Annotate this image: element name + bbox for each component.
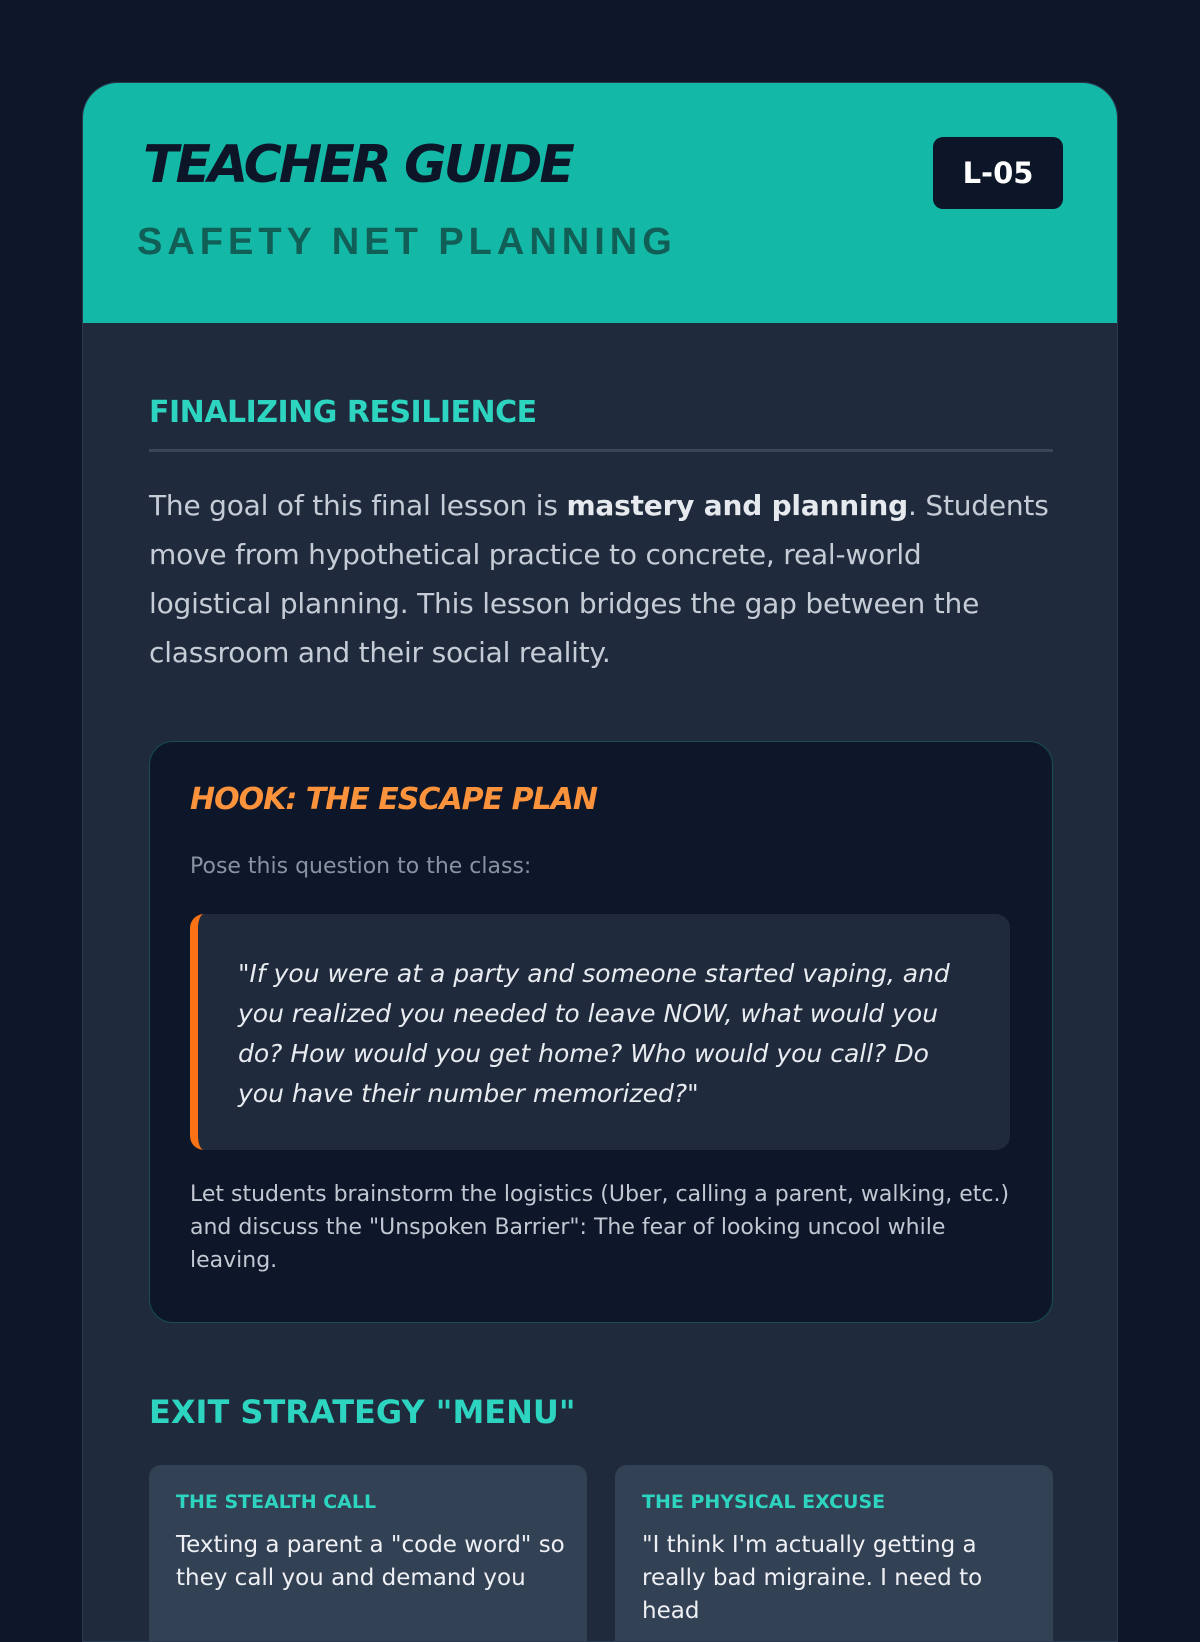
page-title: TEACHER GUIDE: [143, 135, 572, 195]
hook-prompt: Pose this question to the class:: [190, 854, 532, 879]
strategy-text: "I think I'm actually getting a really bad migraine. I need to head: [642, 1532, 983, 1624]
strategy-text: Texting a parent a "code word" so they call you and demand you: [176, 1532, 565, 1591]
strategy-card-physical-excuse: [615, 1465, 1053, 1642]
section-divider: [149, 449, 1053, 452]
page-subtitle: SAFETY NET PLANNING: [137, 221, 677, 263]
strategy-title: THE STEALTH CALL: [176, 1491, 377, 1513]
section-heading-finalizing: FINALIZING RESILIENCE: [149, 395, 537, 430]
hook-note: Let students brainstorm the logistics (Uber, calling a parent, walking, etc.) and discuss the "Unspoken Barrier": The fear of looking uncool while leaving.: [190, 1182, 1010, 1273]
intro-text-start: The goal of this final lesson is: [149, 489, 567, 522]
strategy-card-stealth-call: [149, 1465, 587, 1642]
hook-panel: [149, 741, 1053, 1323]
guide-header: [83, 83, 1117, 323]
hook-title: HOOK: THE ESCAPE PLAN: [190, 782, 597, 817]
hook-quote: "If you were at a party and someone started vaping, and you realized you needed to leave NOW, what would you do? How would you get home? Who would you call? Do you have their number memorized?": [190, 914, 1010, 1150]
intro-text-bold: mastery and planning: [566, 489, 908, 522]
lesson-badge: L-05: [933, 137, 1063, 209]
teacher-guide-card: [82, 82, 1118, 1642]
section-heading-exit-strategy: EXIT STRATEGY "MENU": [149, 1393, 576, 1431]
intro-paragraph: [149, 481, 1049, 677]
intro-text-end: . Students move from hypothetical practice to concrete, real-world logistical planning. This lesson bridges the gap between the classroom and their social reality.: [149, 489, 1049, 669]
strategy-title: THE PHYSICAL EXCUSE: [642, 1491, 886, 1513]
